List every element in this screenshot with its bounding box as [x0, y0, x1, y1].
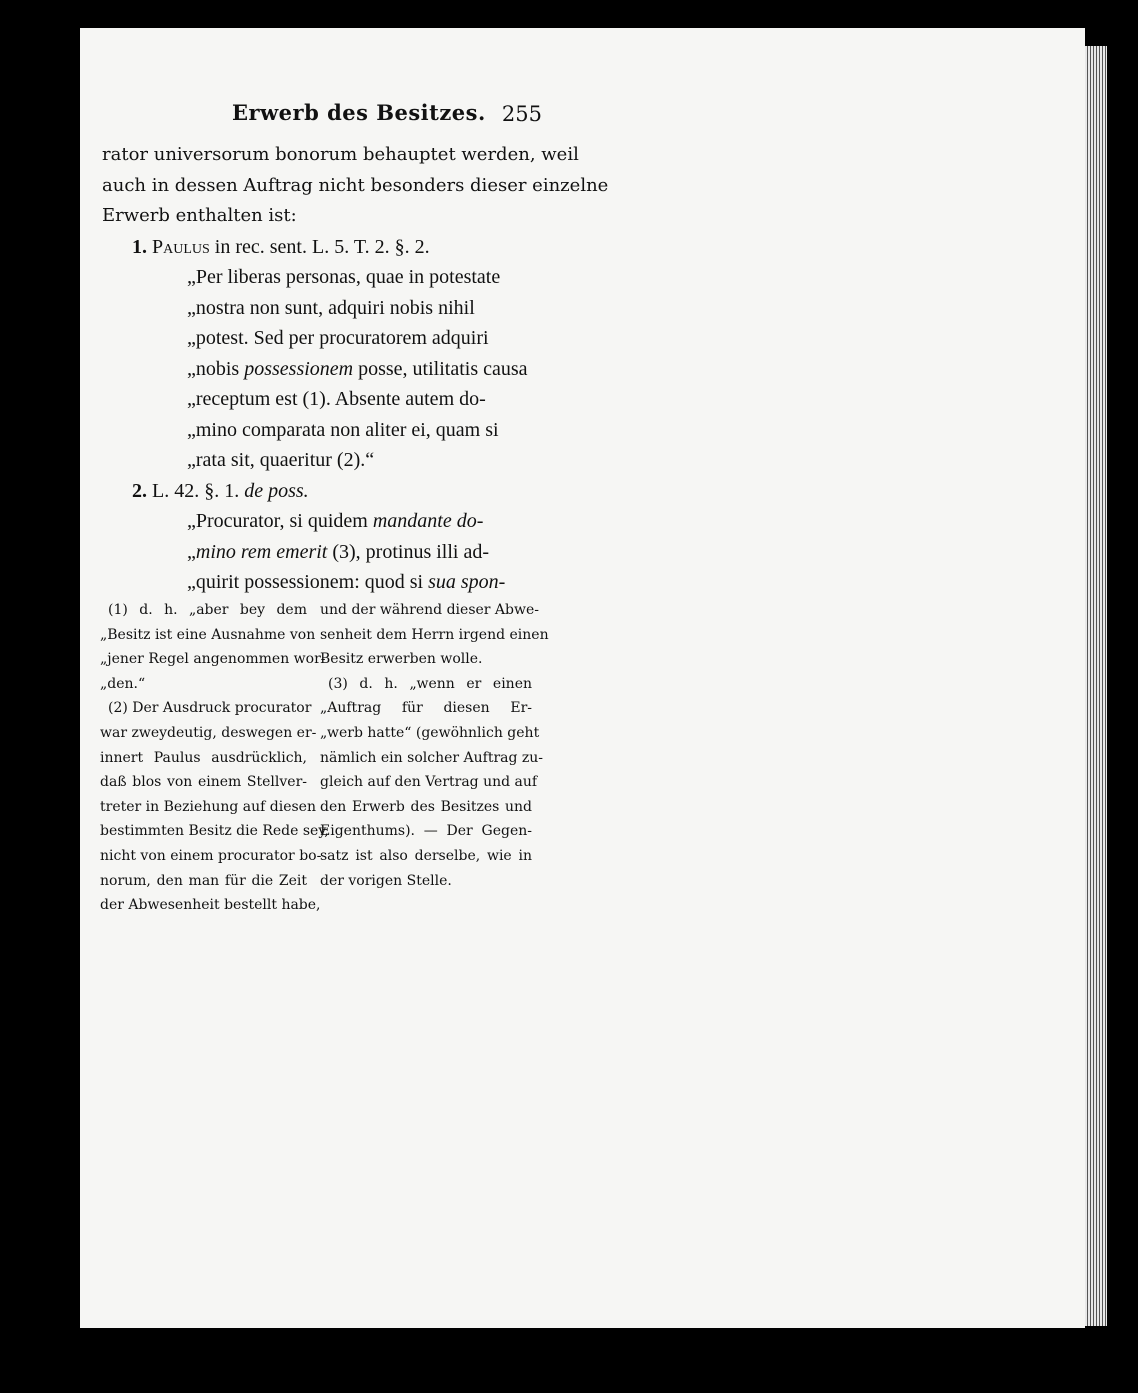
quote-line: „receptum est (1). Absente autem do-	[187, 388, 486, 410]
citation-reference-italic: de poss.	[244, 479, 309, 502]
footnotes-left-column	[100, 598, 329, 918]
footnote-line: treter in Beziehung auf diesen	[100, 798, 316, 815]
footnote-line: „werb hatte“ (gewöhnlich geht	[320, 724, 540, 741]
footnote-line: den Erwerb des Besitzes und	[320, 798, 532, 815]
footnote-line: „den.“	[100, 675, 146, 692]
footnote-line: Besitz erwerben wolle.	[320, 651, 483, 668]
citation-reference: in rec. sent. L. 5. T. 2. §. 2.	[214, 235, 430, 258]
footnote-line: innert Paulus ausdrücklich,	[100, 749, 307, 766]
quote-line: „mino comparata non aliter ei, quam si	[187, 418, 499, 441]
footnote-line: bestimmten Besitz die Rede sey,	[100, 823, 329, 840]
text-line: rator universorum bonorum behauptet werden, weil	[102, 144, 579, 165]
running-head: Erwerb des Besitzes.	[232, 100, 486, 125]
citation-author: Paulus	[152, 235, 210, 258]
page-edges	[1085, 46, 1107, 1326]
quote-emphasis: mino rem emerit	[195, 540, 328, 563]
footnote-line: war zweydeutig, deswegen er-	[100, 724, 317, 741]
footnote-line: norum, den man für die Zeit	[100, 872, 307, 889]
quote-emphasis: sua spon-	[428, 571, 506, 593]
footnote-line: senheit dem Herrn irgend einen	[320, 626, 549, 643]
main-text	[102, 140, 609, 598]
quote-line: „nostra non sunt, adquiri nobis nihil	[187, 296, 475, 319]
quote-emphasis: mandante do-	[372, 510, 484, 532]
quote-line	[102, 506, 542, 537]
page-header	[232, 100, 542, 134]
quote-text: „Procurator, si quidem	[187, 510, 373, 532]
item-number: 2.	[132, 479, 147, 502]
footnote-line: daß blos von einem Stellver-	[100, 774, 307, 791]
footnotes-right-column	[320, 598, 549, 893]
text-line: auch in dessen Auftrag nicht besonders dieser einzelne	[102, 174, 609, 196]
quote-emphasis: possessionem	[244, 357, 354, 380]
quote-line: „potest. Sed per procuratorem adquiri	[187, 327, 489, 349]
quote-text: „nobis	[187, 357, 245, 380]
footnote-line: „Besitz ist eine Ausnahme von	[100, 626, 316, 643]
citation-reference: L. 42. §. 1.	[152, 479, 245, 502]
quote-text: posse, utilitatis causa	[353, 357, 528, 380]
item-number: 1.	[132, 235, 147, 258]
footnote-line: nicht von einem procurator bo-	[100, 847, 322, 864]
quote-line	[102, 567, 542, 598]
footnote-line: (1) d. h. „aber bey dem	[108, 602, 307, 618]
footnote-line: gleich auf den Vertrag und auf	[320, 774, 538, 791]
citation-1	[102, 232, 542, 263]
footnote-line: „jener Regel angenommen wor-	[100, 651, 326, 668]
footnote-line: (2) Der Ausdruck procurator	[108, 700, 312, 717]
footnote-line: und der während dieser Abwe-	[320, 602, 539, 618]
text-line: Erwerb enthalten ist:	[102, 205, 297, 226]
footnote-line: „Auftrag für diesen Er-	[320, 700, 532, 717]
footnote-line: satz ist also derselbe, wie in	[320, 847, 532, 864]
footnote-line: nämlich ein solcher Auftrag zu-	[320, 749, 544, 766]
footnote-line: der vorigen Stelle.	[320, 872, 452, 889]
quote-line: „Per liberas personas, quae in potestate	[187, 266, 501, 288]
footnote-line: Eigenthums). — Der Gegen-	[320, 823, 532, 840]
footnote-line: (3) d. h. „wenn er einen	[328, 675, 532, 692]
quote-line: „rata sit, quaeritur (2).“	[187, 449, 375, 471]
quote-text: „quirit possessionem: quod si	[187, 571, 429, 593]
footnote-line: der Abwesenheit bestellt habe,	[100, 897, 321, 914]
quote-line	[102, 354, 542, 385]
page-number: 255	[501, 102, 542, 126]
quote-text: „	[187, 540, 196, 563]
citation-2	[102, 476, 542, 507]
quote-text: (3), protinus illi ad-	[327, 540, 489, 563]
quote-line	[102, 537, 542, 568]
